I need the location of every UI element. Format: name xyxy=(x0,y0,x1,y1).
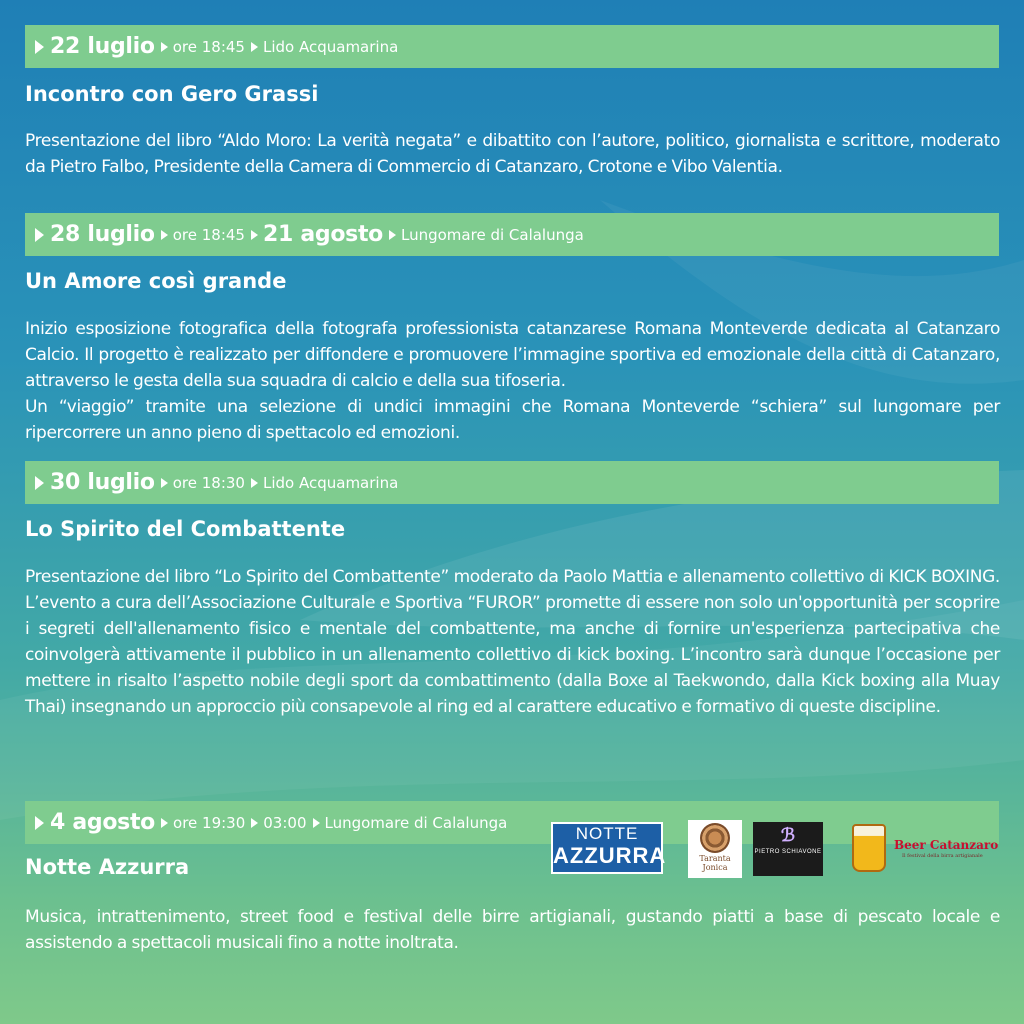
event-location: Lungomare di Calalunga xyxy=(324,813,508,832)
description-paragraph: Musica, intrattenimento, street food e festival delle birre artigianali, gustando piatti a base di pescato locale e assistendo a spettacoli musicali fino a notte inoltrata. xyxy=(25,907,1000,953)
notte-logo-line2: AZZURRA xyxy=(553,843,667,868)
beer-mug-icon xyxy=(852,824,886,872)
play-triangle-icon xyxy=(251,818,258,828)
play-triangle-icon xyxy=(161,478,168,488)
event-date: 4 agosto xyxy=(50,810,156,835)
play-triangle-icon xyxy=(161,818,168,828)
event-time: ore 18:45 xyxy=(172,225,245,244)
event-time: ore 18:30 xyxy=(172,473,245,492)
description-paragraph: Inizio esposizione fotografica della fotografa professionista catanzarese Romana Monteverde dedicata al Catanzaro Calcio. Il progetto è realizzato per diffondere e promuovere l’immagine sportiva ed emozionale della città di Catanzaro, attraverso le gesta della sua squadra di calcio e della sua tifoseria. xyxy=(25,319,1000,391)
event-title: Notte Azzurra xyxy=(25,855,190,879)
play-triangle-icon xyxy=(313,818,320,828)
play-triangle-icon xyxy=(251,478,258,488)
description-paragraph: Presentazione del libro “Aldo Moro: La verità negata” e dibattito con l’autore, politico, giornalista e scrittore, moderato da Pietro Falbo, Presidente della Camera di Commercio di Catanzaro, Crotone e Vibo Valentia. xyxy=(25,131,1000,177)
event-description xyxy=(25,128,1000,180)
play-triangle-icon xyxy=(161,230,168,240)
event-date: 22 luglio xyxy=(50,34,155,59)
notte-azzurra-logo xyxy=(551,822,667,874)
taranta-jonica-logo xyxy=(688,820,742,878)
play-triangle-icon xyxy=(251,230,258,240)
play-triangle-icon xyxy=(251,42,258,52)
event-date: 28 luglio xyxy=(50,222,155,247)
ps-monogram-icon: ℬ xyxy=(780,825,796,845)
event-location: Lido Acquamarina xyxy=(262,37,399,56)
taranta-logo-text: Taranta Jonica xyxy=(699,854,731,872)
beer-logo-name: Beer Catanzaro xyxy=(894,838,999,852)
pietro-schiavone-logo xyxy=(753,822,823,876)
description-paragraph: Presentazione del libro “Lo Spirito del Combattente” moderato da Paolo Mattia e allenamento collettivo di KICK BOXING. L’evento a cura dell’Associazione Culturale e Sportiva “FUROR” promette di essere non solo un'opportunità per scoprire i segreti dell'allenamento fisico e mentale del combattente, ma anche di fornire un'esperienza partecipativa che coinvolgerà attivamente il pubblico in un allenamento collettivo di kick boxing. L’incontro sarà dunque l’occasione per mettere in risalto l’aspetto nobile degli sport da combattimento (dalla Boxe al Taekwondo, dalla Kick boxing alla Muay Thai) insegnando un approccio più consapevole al ring ed al carattere educativo e formativo di queste discipline. xyxy=(25,567,1000,717)
description-paragraph: Un “viaggio” tramite una selezione di undici immagini che Romana Monteverde “schiera” sul lungomare per ripercorrere un anno pieno di spettacolo ed emozioni. xyxy=(25,397,1000,443)
event-title: Lo Spirito del Combattente xyxy=(25,517,346,541)
event-time: ore 18:45 xyxy=(172,37,245,56)
event-end-time: 03:00 xyxy=(263,813,307,832)
event-description xyxy=(25,904,1000,956)
event-title: Un Amore così grande xyxy=(25,269,287,293)
play-triangle-icon xyxy=(389,230,396,240)
event-location: Lungomare di Calalunga xyxy=(401,225,584,244)
pietro-logo-text: PIETRO SCHIAVONE xyxy=(754,849,822,855)
spiral-icon xyxy=(700,823,730,853)
beer-catanzaro-logo xyxy=(850,820,999,880)
event-end-date: 21 agosto xyxy=(262,222,383,247)
beer-logo-subtitle: Il festival della birra artigianale xyxy=(902,853,983,859)
event-title: Incontro con Gero Grassi xyxy=(25,82,319,106)
play-triangle-icon xyxy=(35,40,44,54)
event-description xyxy=(25,316,1000,446)
event-location: Lido Acquamarina xyxy=(262,473,399,492)
notte-logo-line1: NOTTE xyxy=(575,824,639,843)
event-description xyxy=(25,564,1000,720)
event-bar-4 xyxy=(25,801,525,844)
event-bar-2 xyxy=(25,213,999,256)
event-time: ore 19:30 xyxy=(173,813,246,832)
play-triangle-icon xyxy=(35,228,44,242)
sponsor-logos xyxy=(548,820,998,882)
event-bar-1 xyxy=(25,25,999,68)
play-triangle-icon xyxy=(35,476,44,490)
play-triangle-icon xyxy=(161,42,168,52)
event-bar-3 xyxy=(25,461,999,504)
play-triangle-icon xyxy=(35,816,44,830)
event-date: 30 luglio xyxy=(50,470,155,495)
